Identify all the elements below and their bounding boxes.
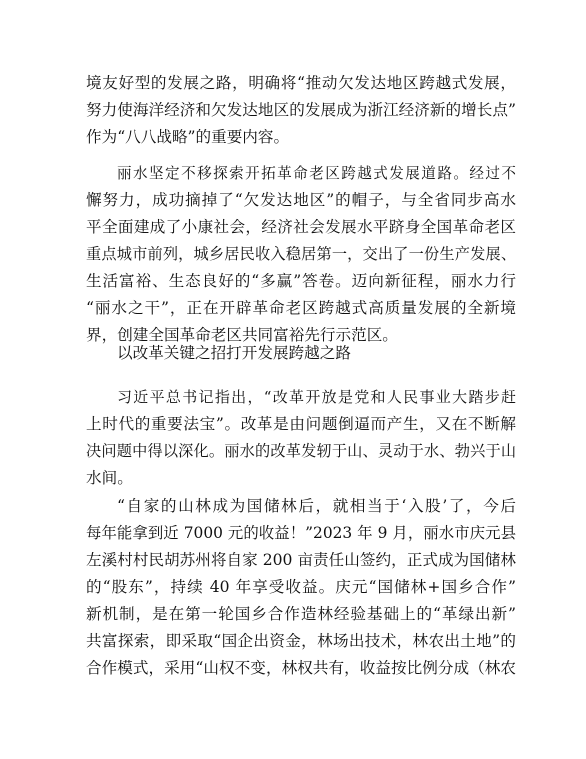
text-line: 上时代的重要法宝”。改革是由问题倒逼而产生，又在不断解 <box>86 415 516 433</box>
text-line: 决问题中得以深化。丽水的改革发轫于山、灵动于水、勃兴于山 <box>86 442 516 460</box>
text-line: “丽水之干”，正在开辟革命老区跨越式高质量发展的全新境 <box>86 299 516 317</box>
text-line: 丽水坚定不移探索开拓革命老区跨越式发展道路。经过不 <box>117 165 516 182</box>
paragraph-lishui-development <box>86 160 516 349</box>
text-line: 平全面建成了小康社会，经济社会发展水平跻身全国革命老区 <box>86 218 516 236</box>
section-heading <box>86 340 516 367</box>
text-line: 新机制，是在第一轮国乡合作造林经验基础上的“革绿出新” <box>86 605 516 623</box>
text-line: 每年能拿到近 7000 元的收益！”2023 年 9 月，丽水市庆元县 <box>86 524 516 542</box>
text-line: 水间。 <box>86 469 133 487</box>
text-line: “自家的山林成为国储林后，就相当于‘入股’了，今后 <box>117 497 516 515</box>
text-line: 努力使海洋经济和欠发达地区的发展成为浙江经济新的增长点” <box>86 101 516 119</box>
text-line: 作为“八八战略”的重要内容。 <box>86 128 290 146</box>
paragraph-reform-quote <box>86 384 516 492</box>
text-line: 懈努力，成功摘掉了“欠发达地区”的帽子，与全省同步高水 <box>86 191 516 209</box>
text-line: 界，创建全国革命老区共同富裕先行示范区。 <box>86 326 398 344</box>
text-line: 重点城市前列，城乡居民收入稳居第一，交出了一份生产发展、 <box>86 245 516 263</box>
text-line: 习近平总书记指出，“改革开放是党和人民事业大踏步赶 <box>117 388 516 406</box>
text-line: 的“股东”，持续 40 年享受收益。庆元“国储林+国乡合作” <box>86 578 516 596</box>
paragraph-forest-reserve <box>86 493 516 682</box>
text-line: 左溪村村民胡苏州将自家 200 亩责任山签约，正式成为国储林 <box>86 551 516 569</box>
text-line: 生活富裕、生态良好的“多赢”答卷。迈向新征程，丽水力行 <box>86 272 516 290</box>
text-line: 共富探索，即采取“国企出资金，林场出技术，林农出土地”的 <box>86 632 516 650</box>
text-line: 合作模式，采用“山权不变，林权共有，收益按比例分成（林农 <box>86 659 516 677</box>
text-line: 境友好型的发展之路，明确将“推动欠发达地区跨越式发展， <box>86 74 516 92</box>
section-heading-text: 以改革关键之招打开发展跨越之路 <box>117 344 351 362</box>
paragraph-continuation <box>86 70 516 151</box>
